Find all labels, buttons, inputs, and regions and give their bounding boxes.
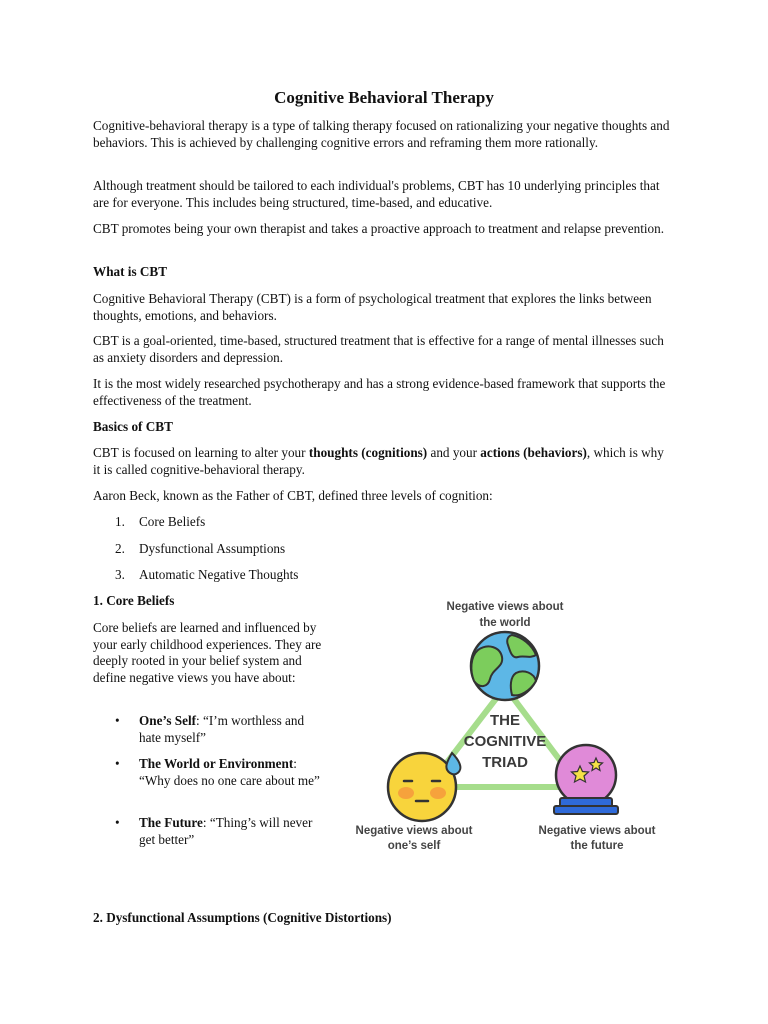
bullet-item: • One’s Self: “I’m worthless and hate myself” [115, 713, 305, 745]
globe-icon [471, 632, 539, 700]
basics-paragraph-2: Aaron Beck, known as the Father of CBT, defined three levels of cognition: [93, 488, 493, 503]
triad-title-line-1: THE [490, 712, 520, 729]
world-label-line-1: Negative views about [446, 601, 564, 613]
what-is-paragraph-3: It is the most widely researched psychotherapy and has a strong evidence-based framework that supports the effectiveness of the treatment. [93, 376, 666, 408]
bullet-item: • The World or Environment: “Why does no one care about me” [115, 756, 320, 788]
what-is-paragraph-1: Cognitive Behavioral Therapy (CBT) is a form of psychological treatment that explores the links between thoughts, emotions, and behaviors. [93, 291, 652, 323]
world-label-line-2: the world [479, 617, 531, 629]
section-heading-dysfunctional-assumptions: 2. Dysfunctional Assumptions (Cognitive Distortions) [93, 910, 392, 925]
list-item: 3. Automatic Negative Thoughts [115, 567, 299, 582]
section-heading-core-beliefs: 1. Core Beliefs [93, 593, 175, 608]
list-item: 2. Dysfunctional Assumptions [115, 541, 286, 556]
intro-paragraph-1: Cognitive-behavioral therapy is a type of talking therapy focused on rationalizing your negative thoughts and behaviors. This is achieved by challenging cognitive errors and reframing them more rationally. [93, 118, 670, 150]
bullet-icon: • [115, 756, 120, 771]
bullet-icon: • [115, 713, 120, 728]
intro-paragraph-2: Although treatment should be tailored to each individual's problems, CBT has 10 underlying principles that are for everyone. This includes being structured, time-based, and educative. [93, 178, 660, 210]
future-label-line-1: Negative views about [538, 825, 656, 837]
cognitive-triad-diagram [340, 595, 675, 857]
what-is-paragraph-2: CBT is a goal-oriented, time-based, structured treatment that is effective for a range of mental illnesses such as anxiety disorders and depression. [93, 333, 664, 365]
basics-paragraph-1: CBT is focused on learning to alter your thoughts (cognitions) and your actions (behaviors), which is why it is called cognitive-behavioral therapy. [93, 445, 664, 477]
future-label-line-2: the future [570, 840, 624, 852]
self-label-line-2: one’s self [387, 840, 441, 852]
bullet-icon: • [115, 815, 120, 830]
page-title: Cognitive Behavioral Therapy [274, 88, 494, 107]
intro-paragraph-3: CBT promotes being your own therapist and takes a proactive approach to treatment and relapse prevention. [93, 221, 665, 236]
triad-title-line-3: TRIAD [482, 754, 528, 771]
bullet-item: • The Future: “Thing’s will never get better” [115, 815, 313, 847]
section-heading-basics: Basics of CBT [93, 419, 173, 434]
crystal-ball-icon [554, 745, 618, 814]
section-heading-what-is: What is CBT [93, 264, 168, 279]
core-beliefs-paragraph: Core beliefs are learned and influenced by your early childhood experiences. They are deeply rooted in your belief system and define negative views you have about: [93, 620, 322, 685]
self-label-line-1: Negative views about [355, 825, 473, 837]
triad-title-line-2: COGNITIVE [463, 733, 547, 750]
sad-face-icon [388, 753, 460, 821]
list-item: 1. Core Beliefs [115, 514, 206, 529]
